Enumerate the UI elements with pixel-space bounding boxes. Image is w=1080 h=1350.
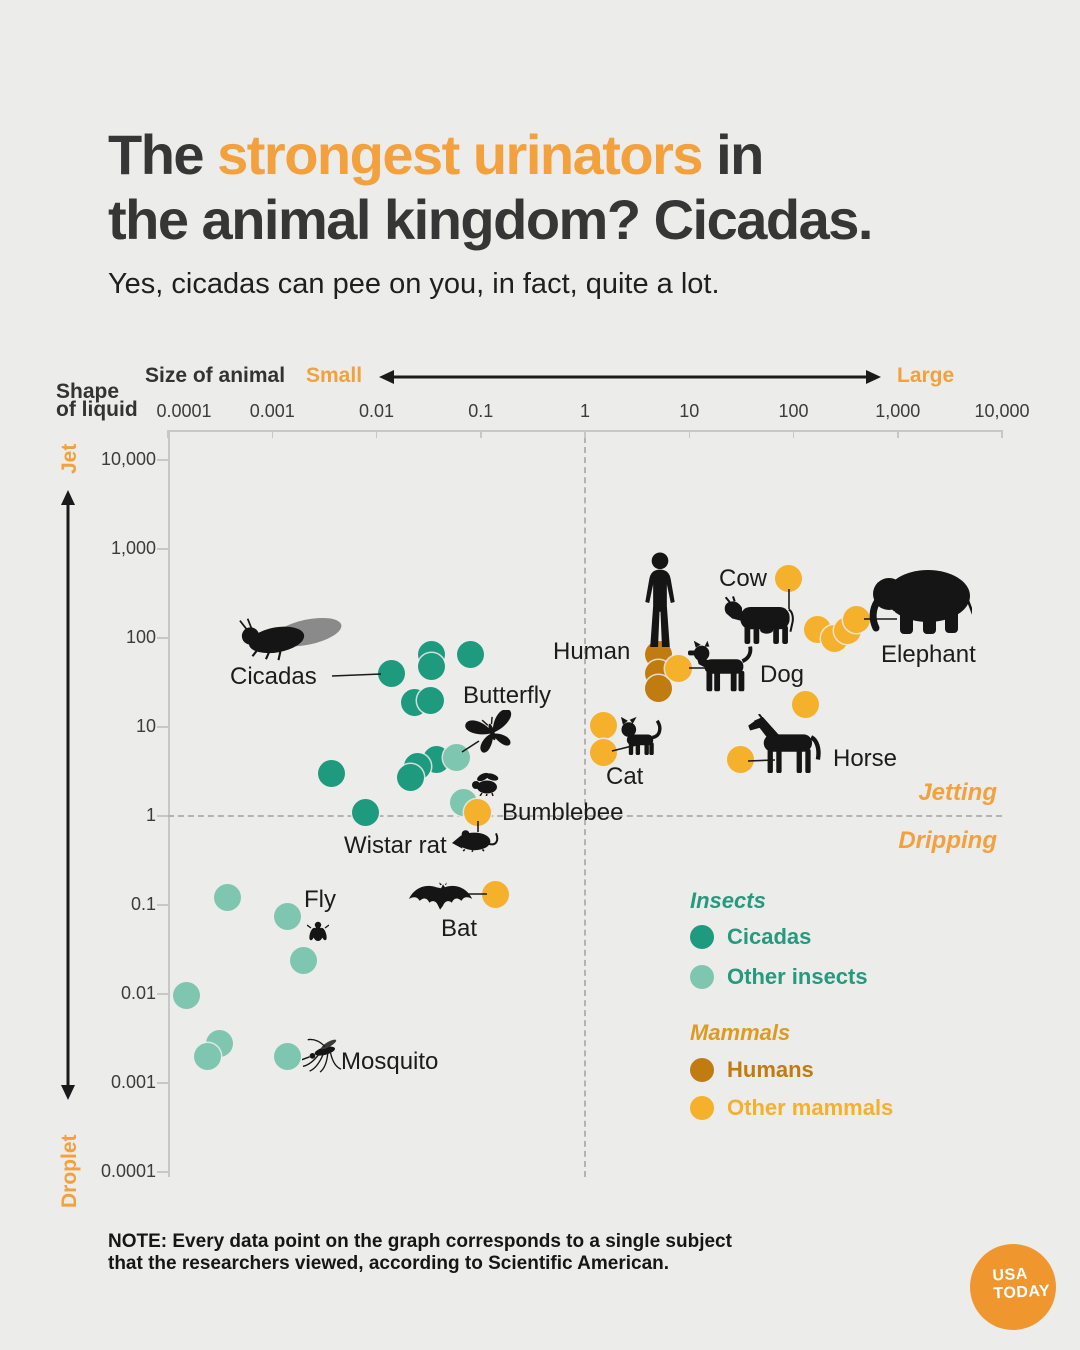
point-cicadas xyxy=(318,760,345,787)
point-other-insects xyxy=(290,947,317,974)
point-other-mammals xyxy=(464,799,491,826)
wistar-rat-icon xyxy=(452,824,500,854)
y-axis-jet-label: Jet xyxy=(58,443,81,474)
y-tick-mark xyxy=(157,1082,168,1084)
mosquito-icon xyxy=(302,1032,342,1074)
y-axis-title-line1: Shape xyxy=(56,380,120,403)
y-tick-label: 0.0001 xyxy=(100,1161,156,1181)
point-other-mammals xyxy=(590,712,617,739)
x-tick-label: 1 xyxy=(579,401,590,421)
point-other-mammals xyxy=(482,881,509,908)
label-elephant: Elephant xyxy=(881,641,976,668)
y-tick-label: 0.01 xyxy=(120,983,156,1003)
title-line-2: the animal kingdom? Cicadas. xyxy=(108,188,872,251)
y-tick-label: 1,000 xyxy=(110,538,156,558)
legend-humans-swatch xyxy=(690,1058,714,1082)
label-fly: Fly xyxy=(304,886,336,913)
y-tick-mark xyxy=(157,993,168,995)
point-other-insects xyxy=(173,982,200,1009)
y-tick-label: 100 xyxy=(125,627,156,647)
x-axis-title: Size of animal xyxy=(145,364,286,387)
y-tick-mark xyxy=(157,1171,168,1173)
x-tick-label: 0.0001 xyxy=(156,401,212,421)
x-tick-mark xyxy=(272,430,274,438)
arrow-head-right-icon xyxy=(866,370,881,384)
title-line-1 xyxy=(108,122,872,187)
label-cat: Cat xyxy=(606,763,644,790)
bumblebee-icon xyxy=(470,770,502,796)
y-tick-mark xyxy=(157,548,168,550)
point-cicadas xyxy=(418,653,445,680)
horse-icon xyxy=(748,714,822,774)
label-butterfly: Butterfly xyxy=(463,682,552,709)
label-bumblebee: Bumblebee xyxy=(502,799,624,826)
point-other-mammals xyxy=(590,739,617,766)
point-other-mammals xyxy=(843,606,870,633)
label-mosquito: Mosquito xyxy=(341,1048,439,1075)
title-part3: in xyxy=(702,123,763,186)
jetting-zone-label: Jetting xyxy=(918,779,997,806)
legend-mammals-heading: Mammals xyxy=(690,1020,791,1045)
x-tick-label: 1,000 xyxy=(875,401,921,421)
arrow-head-left-icon xyxy=(379,370,394,384)
x-tick-mark xyxy=(1001,430,1003,438)
note-line-2: that the researchers viewed, according to Scientific American. xyxy=(108,1253,670,1274)
point-humans xyxy=(645,675,672,702)
legend-other-mammals-label: Other mammals xyxy=(727,1095,894,1120)
arrow-head-down-icon xyxy=(61,1085,75,1100)
label-wistar-rat: Wistar rat xyxy=(344,832,447,859)
bat-icon xyxy=(408,882,478,910)
x-tick-mark xyxy=(793,430,795,438)
cicada-icon xyxy=(238,612,344,662)
x-tick-label: 10 xyxy=(679,401,700,421)
x-tick-mark xyxy=(376,430,378,438)
point-other-insects xyxy=(274,903,301,930)
y-tick-mark xyxy=(157,726,168,728)
y-tick-mark xyxy=(157,815,168,817)
x-tick-label: 0.01 xyxy=(358,401,395,421)
x-axis-large-label: Large xyxy=(897,364,955,387)
x-tick-label: 0.1 xyxy=(468,401,494,421)
title-highlight: strongest urinators xyxy=(217,123,703,186)
point-other-mammals xyxy=(775,565,802,592)
point-other-insects xyxy=(274,1043,301,1070)
point-cicadas xyxy=(457,641,484,668)
x-tick-label: 10,000 xyxy=(974,401,1030,421)
note-line-1: NOTE: Every data point on the graph corresponds to a single subject xyxy=(108,1231,732,1252)
legend-cicadas-label: Cicadas xyxy=(727,924,812,949)
label-horse: Horse xyxy=(833,745,898,772)
x-tick-mark xyxy=(897,430,899,438)
x-axis-small-label: Small xyxy=(306,364,363,387)
arrow-head-up-icon xyxy=(61,490,75,505)
y-tick-label: 0.001 xyxy=(110,1072,156,1092)
cat-icon xyxy=(620,710,665,757)
point-cicadas xyxy=(417,687,444,714)
point-cicadas xyxy=(352,799,379,826)
x-tick-mark xyxy=(584,430,586,438)
legend-other-insects-label: Other insects xyxy=(727,964,868,989)
usa-today-logo-text xyxy=(992,1265,1051,1304)
label-cow: Cow xyxy=(719,565,768,592)
elephant-icon xyxy=(868,566,972,636)
dog-icon xyxy=(688,640,756,694)
point-other-insects xyxy=(214,884,241,911)
logo-line-today: TODAY xyxy=(993,1282,1051,1303)
y-axis-title xyxy=(56,380,138,421)
y-tick-label: 10 xyxy=(135,716,156,736)
legend-other-insects-swatch xyxy=(690,965,714,989)
fly-icon xyxy=(307,920,329,944)
human-icon xyxy=(641,552,679,650)
y-tick-label: 0.1 xyxy=(130,894,156,914)
y-axis-title-line2: of liquid xyxy=(56,398,138,421)
x-tick-mark xyxy=(689,430,691,438)
label-dog: Dog xyxy=(760,661,805,688)
page-title xyxy=(108,122,872,252)
y-tick-mark xyxy=(157,459,168,461)
y-tick-mark xyxy=(157,904,168,906)
y-axis-line xyxy=(168,430,170,1177)
label-human: Human xyxy=(553,638,631,665)
cow-icon xyxy=(724,596,806,646)
title-part1: The xyxy=(108,123,218,186)
y-tick-label: 10,000 xyxy=(100,449,156,469)
dripping-zone-label: Dripping xyxy=(898,827,997,854)
x-tick-mark xyxy=(480,430,482,438)
point-other-insects xyxy=(194,1043,221,1070)
usa-today-logo xyxy=(970,1244,1056,1330)
y-tick-mark xyxy=(157,637,168,639)
label-bat: Bat xyxy=(441,915,478,942)
label-cicadas: Cicadas xyxy=(230,663,317,690)
legend-other-mammals-swatch xyxy=(690,1096,714,1120)
subtitle: Yes, cicadas can pee on you, in fact, quite a lot. xyxy=(108,268,720,300)
y-axis-droplet-label: Droplet xyxy=(58,1134,81,1208)
legend-insects-heading: Insects xyxy=(690,888,766,913)
x-tick-label: 0.001 xyxy=(249,401,295,421)
y-tick-label: 1 xyxy=(145,805,156,825)
point-cicadas xyxy=(378,660,405,687)
legend-cicadas-swatch xyxy=(690,925,714,949)
point-cicadas xyxy=(397,764,424,791)
butterfly-icon xyxy=(464,710,520,754)
logo-line-usa: USA xyxy=(992,1265,1029,1285)
x-tick-label: 100 xyxy=(778,401,809,421)
x-tick-mark xyxy=(167,430,169,438)
legend-humans-label: Humans xyxy=(727,1057,814,1082)
